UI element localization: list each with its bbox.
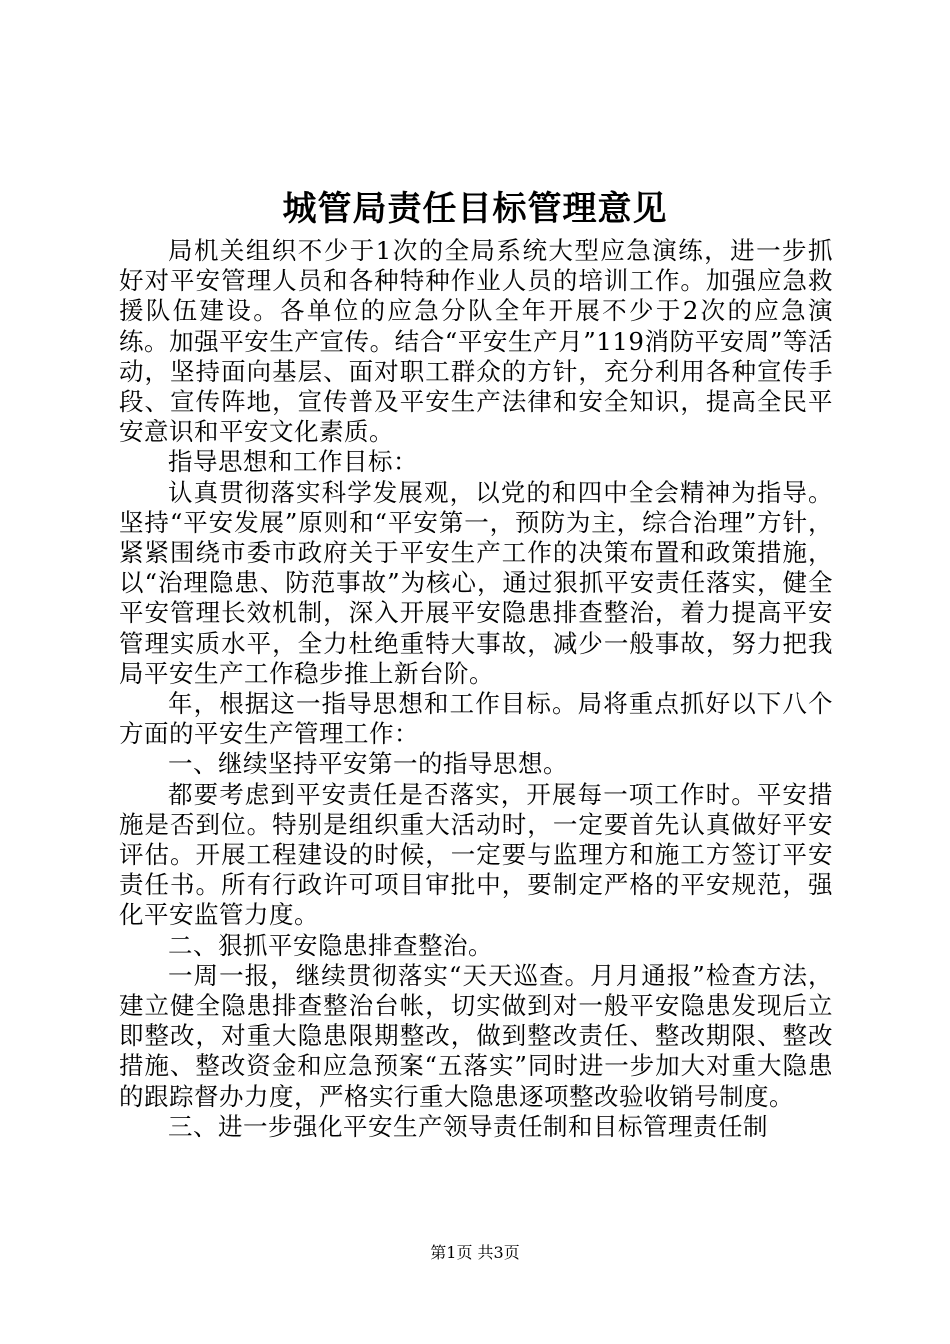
paragraph: 认真贯彻落实科学发展观，以党的和四中全会精神为指导。坚持“平安发展”原则和“平安第一，预防为主，综合治理”方针，紧紧围绕市委市政府关于平安生产工作的决策布置和政策措施，以“治理隐患、防范事故”为核心，通过狠抓平安责任落实，健全平安管理长效机制，深入开展平安隐患排查整治，着力提高平安管理实质水平，全力杜绝重特大事故，减少一般事故，努力把我局平安生产工作稳步推上新台阶。: [119, 477, 833, 688]
document-title: 城管局责任目标管理意见: [282, 189, 668, 229]
paragraph: 都要考虑到平安责任是否落实，开展每一项工作时。平安措施是否到位。特别是组织重大活动时，一定要首先认真做好平安评估。开展工程建设的时候，一定要与监理方和施工方签订平安责任书。所有行政许可项目审批中，要制定严格的平安规范，强化平安监管力度。: [119, 779, 833, 930]
paragraph: 局机关组织不少于1次的全局系统大型应急演练，进一步抓好对平安管理人员和各种特种作业人员的培训工作。加强应急救援队伍建设。各单位的应急分队全年开展不少于2次的应急演练。加强平安生产宣传。结合“平安生产月”119消防平安周”等活动，坚持面向基层、面对职工群众的方针，充分利用各种宣传手段、宣传阵地，宣传普及平安生产法律和安全知识，提高全民平安意识和平安文化素质。: [119, 236, 833, 447]
paragraph: 一周一报，继续贯彻落实“天天巡查。月月通报”检查方法，建立健全隐患排查整治台帐，切实做到对一般平安隐患发现后立即整改，对重大隐患限期整改，做到整改责任、整改期限、整改措施、整改资金和应急预案“五落实”同时进一步加大对重大隐患的跟踪督办力度，严格实行重大隐患逐项整改验收销号制度。: [119, 960, 833, 1111]
paragraph: 年，根据这一指导思想和工作目标。局将重点抓好以下八个方面的平安生产管理工作：: [119, 689, 833, 749]
section-heading: 三、进一步强化平安生产领导责任制和目标管理责任制: [168, 1111, 768, 1141]
section-heading: 一、继续坚持平安第一的指导思想。: [168, 749, 568, 779]
document-body: [119, 236, 833, 1142]
section-heading: 二、狠抓平安隐患排查整治。: [168, 930, 493, 960]
page-number-footer: 第1页 共3页: [430, 1243, 520, 1262]
section-heading: 指导思想和工作目标：: [168, 447, 418, 477]
